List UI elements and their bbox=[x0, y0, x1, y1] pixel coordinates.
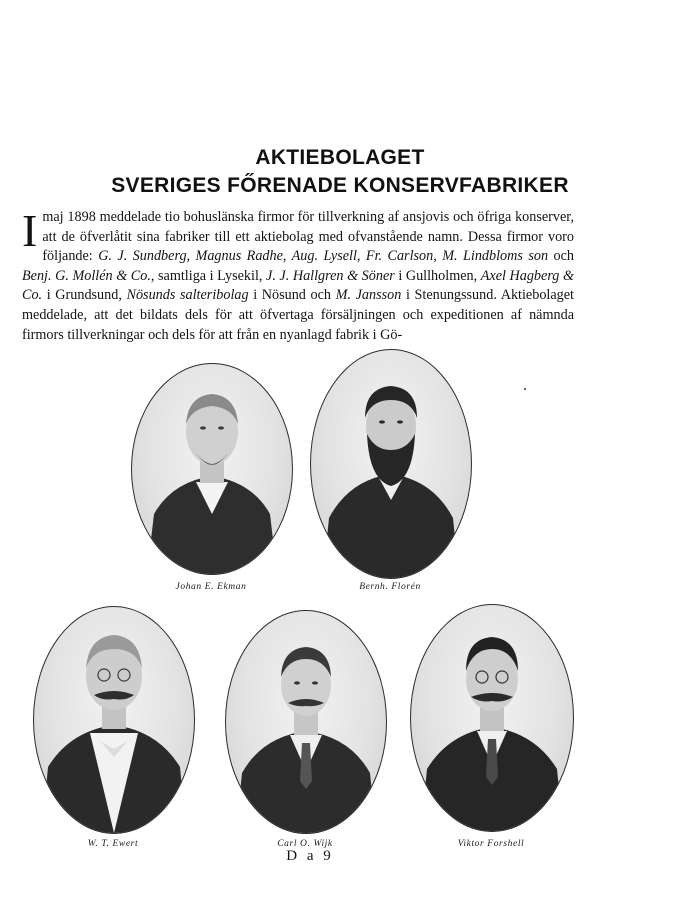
portrait-caption: Viktor Forshell bbox=[457, 839, 525, 849]
portrait-illustration bbox=[34, 607, 194, 833]
company-name: J. J. Hallgren & Söner bbox=[266, 267, 395, 284]
print-speck bbox=[524, 388, 526, 390]
company-names: G. J. Sundberg, Magnus Radhe, Aug. Lysell, Fr. Carlson, M. Lindbloms son bbox=[98, 248, 549, 265]
portrait-caption: Johan E. Ekman bbox=[175, 582, 247, 592]
body-text-segment: maj 1898 meddelade tio bohuslänska firmor för tillverkning af ansjovis och öfriga konserver, att de öfverlåtit sina fabriker till ett aktiebolag med ofvanstående namn. Dessa firmor voro följande: bbox=[42, 209, 574, 265]
body-text-segment: och bbox=[548, 248, 574, 265]
page-number: D a 9 bbox=[286, 848, 334, 864]
portrait-caption: W. T. Ewert bbox=[87, 839, 139, 849]
portrait-photo bbox=[33, 606, 195, 834]
portrait-photo bbox=[225, 610, 387, 834]
portrait-illustration bbox=[226, 611, 386, 833]
portrait-photo bbox=[131, 363, 293, 575]
portrait-photo bbox=[410, 604, 574, 832]
portrait-caption: Carl O. Wijk bbox=[277, 839, 333, 849]
portrait-illustration bbox=[411, 605, 573, 831]
page-title-line-1: AKTIEBOLAGET bbox=[255, 146, 425, 169]
portrait-illustration bbox=[132, 364, 292, 574]
portrait-caption: Bernh. Florén bbox=[359, 582, 421, 592]
company-name: Nösunds salteribolag bbox=[126, 287, 249, 304]
body-text-segment: i Stenungssund. Aktiebolaget meddelade, att det bildats dels för att öfvertaga försäljningen och expeditionen af nämnda firmors tillverkningar och dels för att från en nyanlagd fabrik i Gö- bbox=[22, 287, 574, 343]
portrait-illustration bbox=[311, 350, 471, 578]
body-text-segment: i Gullholmen, bbox=[394, 267, 481, 284]
body-text-segment: , samtliga i Lysekil, bbox=[150, 267, 267, 284]
company-name: M. Jansson bbox=[335, 287, 402, 304]
company-name: Axel Hagberg & Co. bbox=[22, 267, 574, 304]
drop-cap: I bbox=[22, 205, 38, 256]
body-text-segment: i Nösund och bbox=[248, 287, 336, 304]
page-title-line-2: SVERIGES FŐRENADE KONSERVFABRIKER bbox=[111, 174, 569, 197]
body-paragraph bbox=[22, 205, 574, 345]
body-text-segment: i Grundsund, bbox=[42, 287, 127, 304]
company-name: Benj. G. Mollén & Co. bbox=[22, 267, 151, 284]
portrait-photo bbox=[310, 349, 472, 579]
